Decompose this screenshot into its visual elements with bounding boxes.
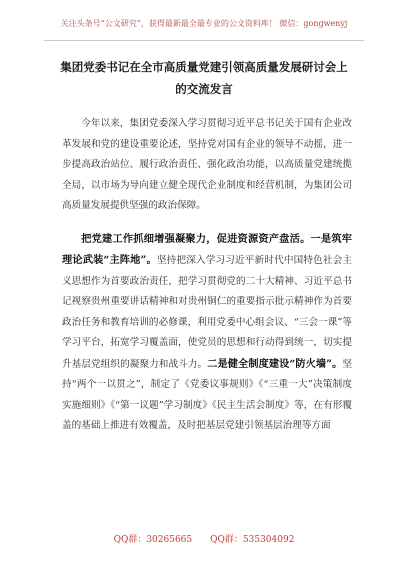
footer-qq-group-2: QQ群：535304092	[210, 535, 295, 545]
header-divider	[44, 40, 364, 41]
paragraph-intro: 今年以来，集团党委深入学习贯彻习近平总书记关于国有企业改革发展和党的建设重要论述，坚持党对国有企业的领导不动摇，进一步提高政治站位、履行政治责任、强化政治功能，以高质量党建统揽全局，以市场为导向建立健全现代企业制度和经营机制，为集团公司高质量发展提供坚强的政治保障。	[62, 118, 352, 211]
paragraph-subheading: 二是健全制度建设“防火墙”。	[207, 357, 343, 370]
document-title: 集团党委书记在全市高质量党建引领高质量发展研讨会上的交流发言	[60, 60, 348, 96]
paragraph-text-continued: 坚持“两个一以贯之”，制定了《党委议事规则》《“三重一大”决策制度实施细则》《“第一议题”学习制度》《民主生活会制度》等，在有形覆盖的基础上推进有效覆盖，及时把基层党建引领基层治理等方面	[62, 358, 353, 431]
header-banner: 关注头条号“公文研究”，获得最新最全最专业的公文资料库！ 微信：gongwenyj	[60, 19, 348, 28]
paragraph-section-1	[62, 229, 352, 437]
footer-qq-group-1: QQ群：30265665	[113, 535, 193, 545]
document-body	[62, 114, 352, 437]
paragraph-text: 坚持把深入学习习近平新时代中国特色社会主义思想作为首要政治责任，把学习贯彻党的二十大精神、习近平总书记视察贵州重要讲话精神和对贵州铜仁的重要指示批示精神作为首要政治任务和教育培训的必修课，利用党委中心组会议、“三会一课”等学习平台，拓宽学习覆盖面，使党员的思想和行动得到统一，切实提升基层党组织的凝聚力和战斗力。	[62, 255, 353, 370]
footer-contact	[0, 534, 408, 546]
paragraph-lead-heading: 把党建工作抓细增强凝聚力，促进资源资产盘活。一是筑牢理论武装“主阵地”。	[62, 232, 352, 266]
